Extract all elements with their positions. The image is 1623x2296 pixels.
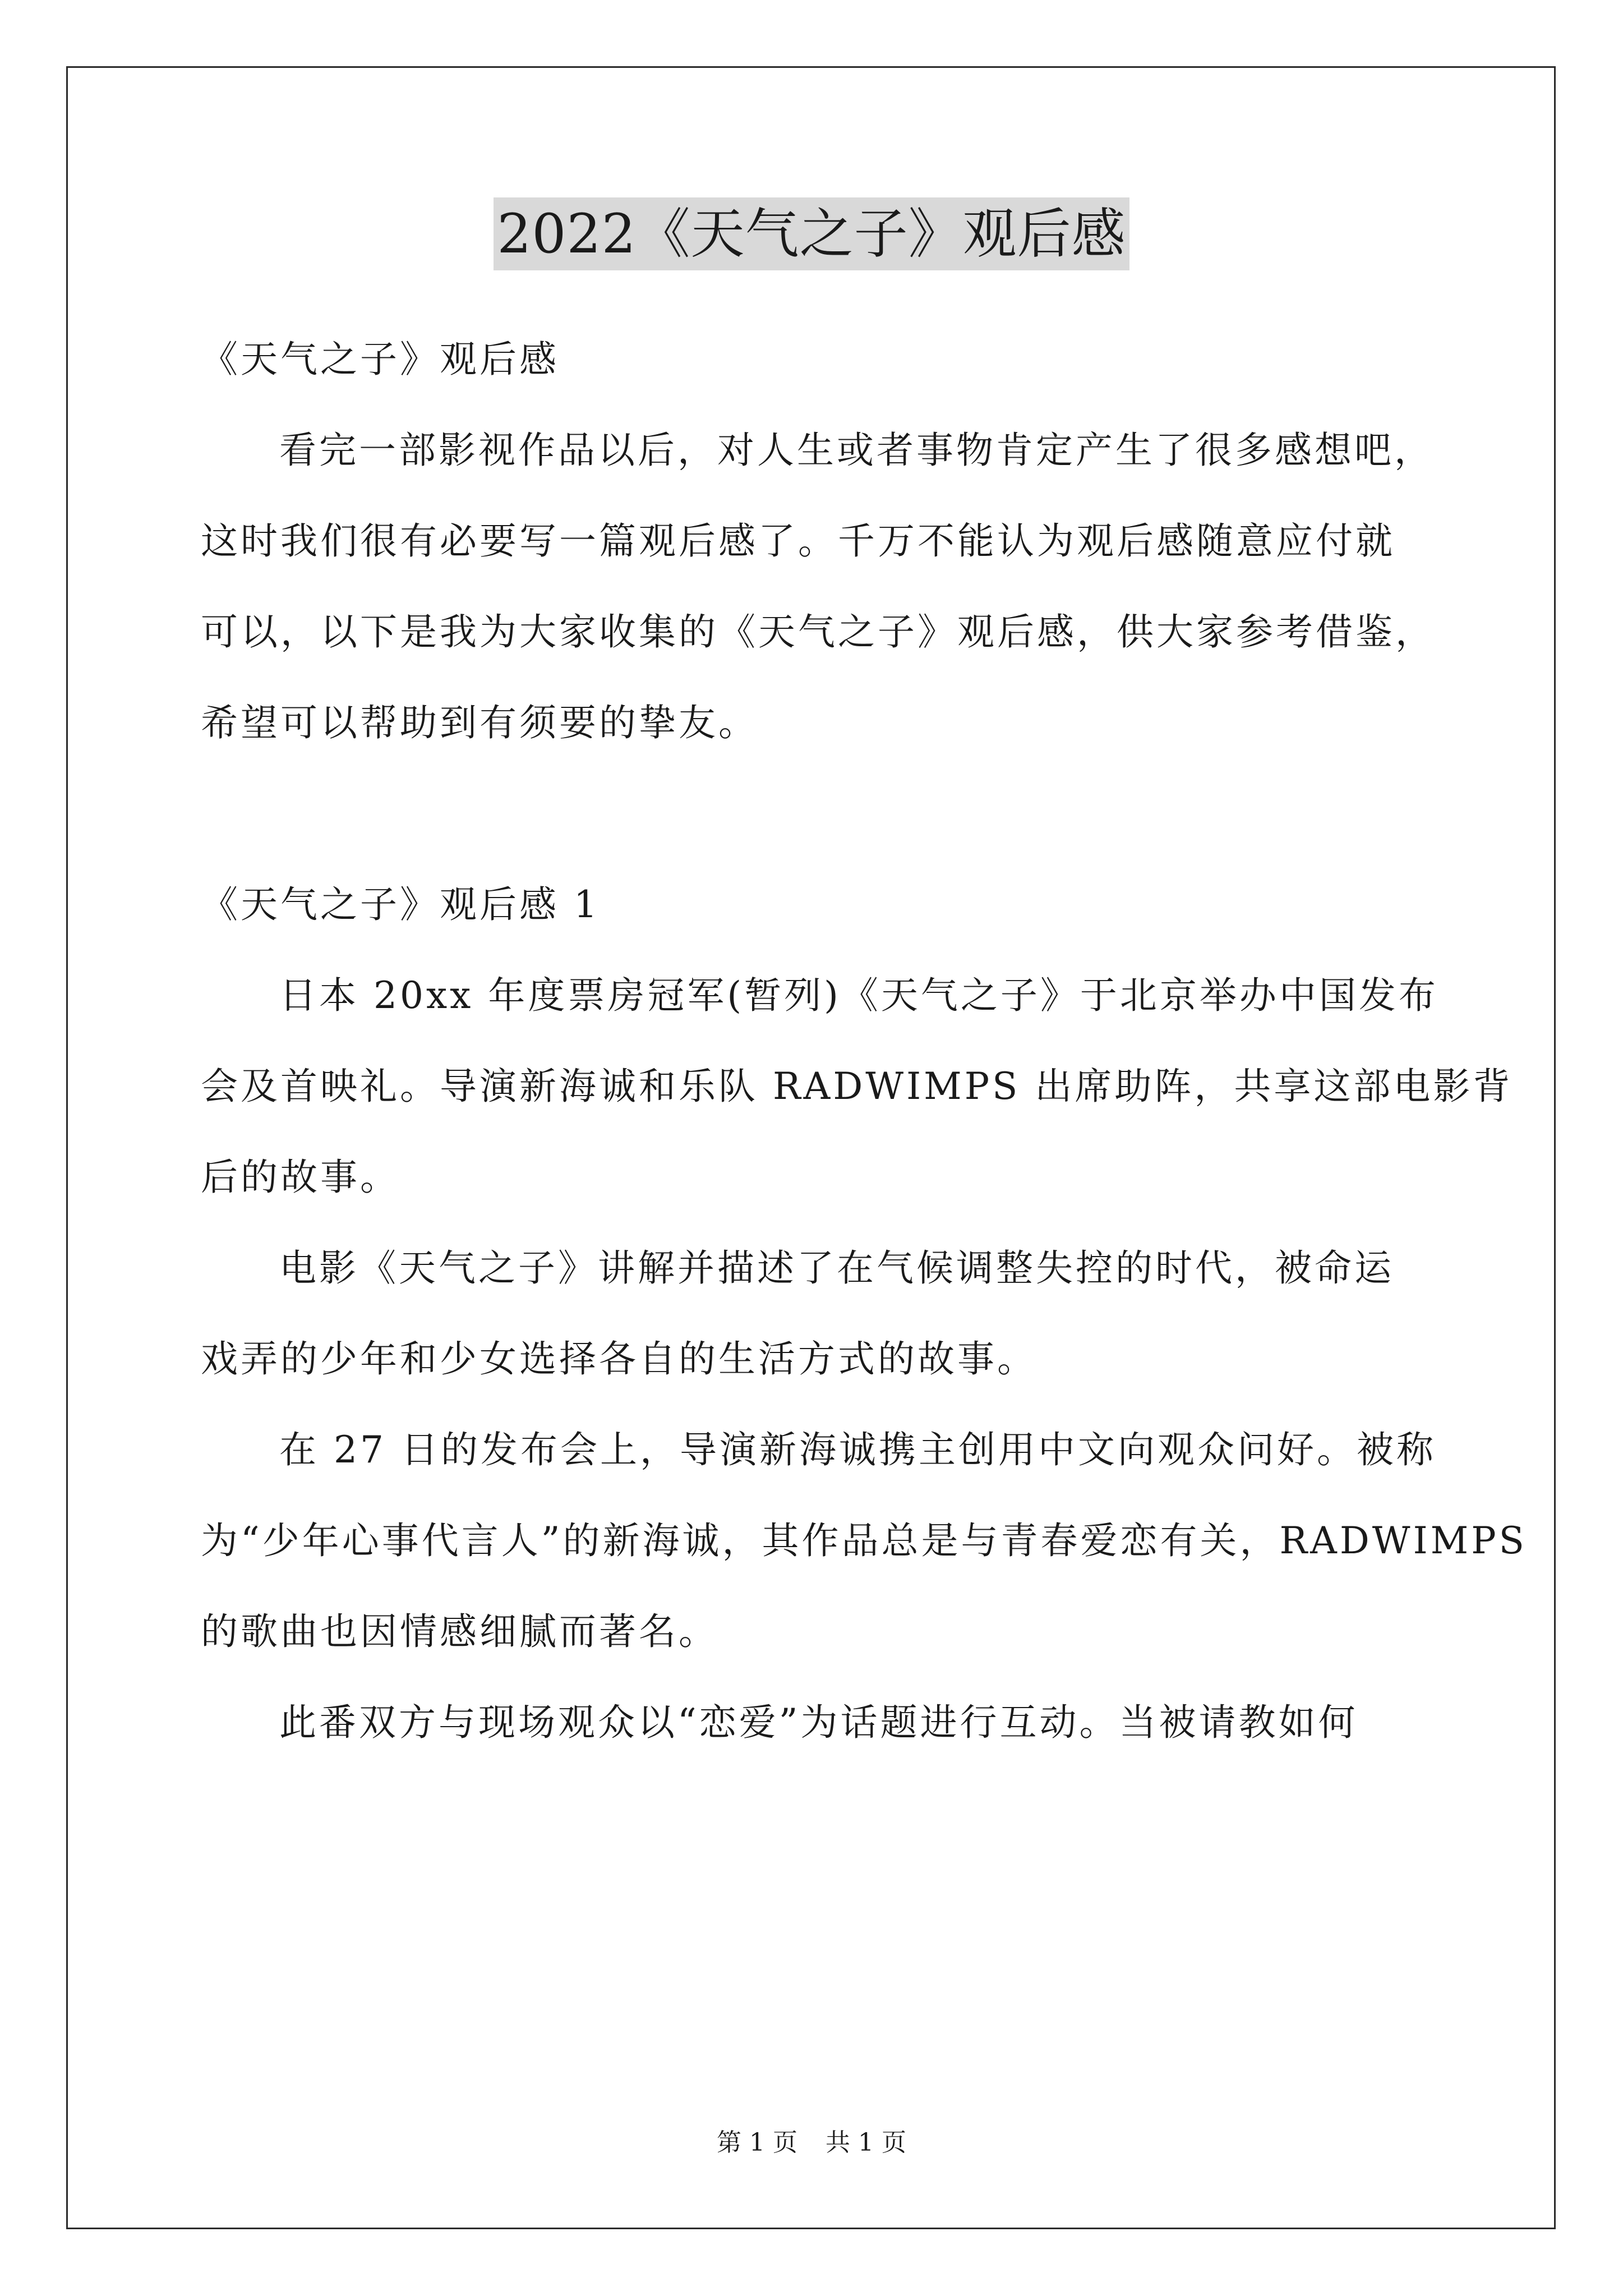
section1-heading: 《天气之子》观后感 1 (201, 883, 600, 926)
page-number-total: 共 1 页 (826, 2128, 906, 2157)
document-body (201, 314, 1527, 1768)
title-container (0, 197, 1623, 270)
p3-line-1: 在 27 日的发布会上，导演新海诚携主创用中文向观众问好。被称 (279, 1428, 1436, 1471)
intro-line-1: 看完一部影视作品以后，对人生或者事物肯定产生了很多感想吧， (279, 429, 1434, 472)
intro-line-3: 可以，以下是我为大家收集的《天气之子》观后感，供大家参考借鉴， (201, 610, 1435, 654)
p2-line-2: 戏弄的少年和少女选择各自的生活方式的故事。 (201, 1337, 1037, 1381)
page-number-current: 第 1 页 (717, 2128, 797, 2157)
p3-line-2: 为“少年心事代言人”的新海诚，其作品总是与青春爱恋有关，RADWIMPS (201, 1519, 1527, 1562)
p3-line-3: 的歌曲也因情感细腻而著名。 (201, 1610, 718, 1653)
p1-line-1: 日本 20xx 年度票房冠军(暂列)《天气之子》于北京举办中国发布 (279, 974, 1438, 1017)
intro-line-2: 这时我们很有必要写一篇观后感了。千万不能认为观后感随意应付就 (201, 519, 1395, 563)
p2-line-1: 电影《天气之子》讲解并描述了在气候调整失控的时代，被命运 (279, 1246, 1394, 1290)
intro-heading: 《天气之子》观后感 (201, 338, 559, 381)
document-title: 2022《天气之子》观后感 (494, 197, 1129, 270)
page-footer (0, 2126, 1623, 2160)
section-spacer (201, 769, 1429, 859)
p1-line-2: 会及首映礼。导演新海诚和乐队 RADWIMPS 出席助阵，共享这部电影背 (201, 1065, 1513, 1108)
p1-line-3: 后的故事。 (201, 1156, 400, 1199)
p4-line-1: 此番双方与现场观众以“恋爱”为话题进行互动。当被请教如何 (279, 1701, 1358, 1744)
intro-line-4: 希望可以帮助到有须要的挚友。 (201, 701, 758, 744)
